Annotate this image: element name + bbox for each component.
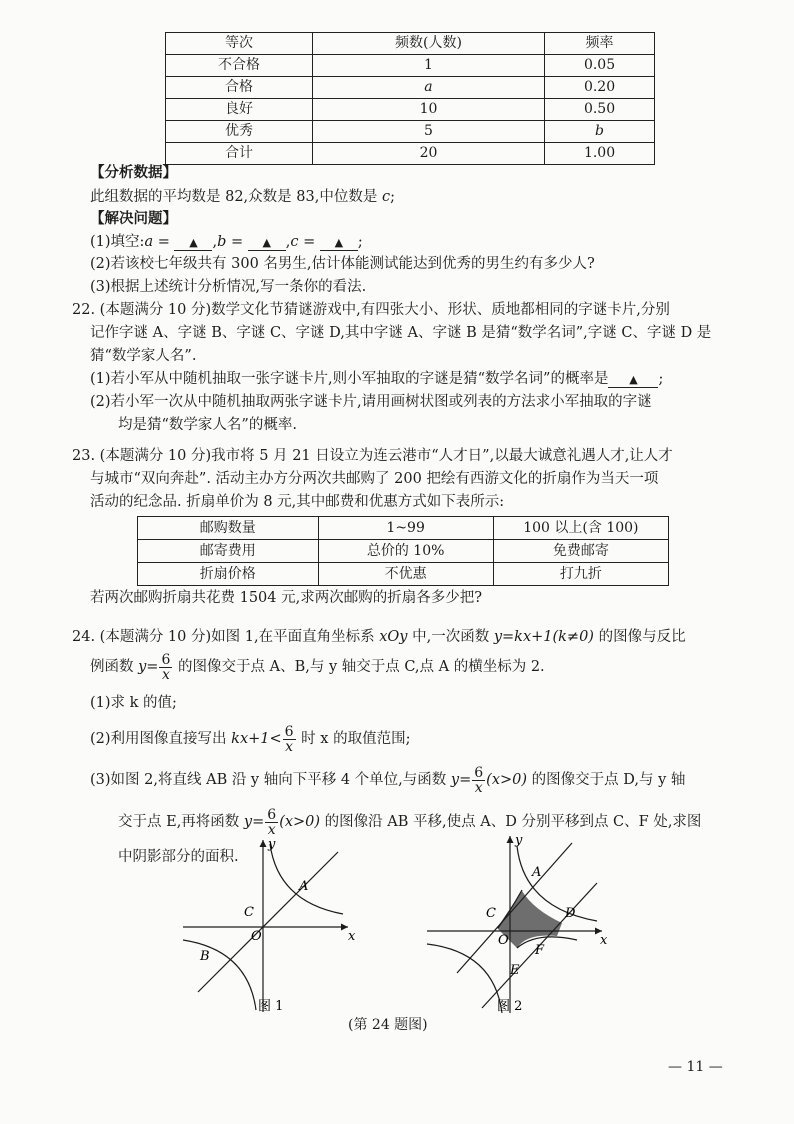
label-O: O [498,933,509,948]
label-A: A [532,865,542,880]
semicolon: ; [357,234,363,250]
q24-text: (2)利用图像直接写出 [90,731,232,747]
equals: = [298,234,320,250]
label-x: x [600,933,608,948]
triangle-icon: ▲ [262,236,271,249]
q23-line4: 若两次邮购折扇共花费 1504 元,求两次邮购的折扇各多少把? [90,590,483,606]
q24-text: 的图像沿 AB 平移,使点 A、D 分别平移到点 C、F 处,求图 [320,814,702,830]
table-cell: 20 [312,143,544,165]
label-F: F [535,943,545,958]
q24-y-eq: y= [243,814,265,830]
var-b: b [217,234,227,250]
q24-text: 中,一次函数 [407,629,494,645]
table-cell: 5 [312,121,544,143]
q24-y-eq: y= [450,772,472,788]
fraction-denominator: x [474,779,483,796]
table-cell: 良好 [166,99,313,121]
table-cell: 不优惠 [318,563,493,586]
table-row [166,77,655,99]
table-cell: 100 以上(含 100) [493,517,668,540]
comma: , [285,234,291,250]
label-C: C [486,906,496,921]
table-header-cell: 频数(人数) [312,33,544,55]
label-A: A [299,879,309,894]
table-cell: 打九折 [493,563,668,586]
var-a: a [144,234,154,250]
var-c: c [381,189,391,205]
q22-part1 [90,368,663,390]
analyze-text [90,186,395,208]
figure-caption: (第 24 题图) [348,1017,428,1033]
q24-part1: (1)求 k 的值; [90,695,177,711]
table-row [138,540,669,563]
q24-part3-line1 [90,763,685,797]
analyze-text-end: ; [390,189,395,205]
table-row [138,563,669,586]
table-cell: 合计 [166,143,313,165]
answer-blank-c[interactable] [320,236,358,251]
fraction-6-over-x [283,725,296,754]
answer-blank-q22[interactable] [608,373,658,388]
q24-text: 交于点 E,再将函数 [118,814,244,830]
fraction-denominator: x [161,666,170,683]
hyperbola-branch-q3 [183,940,256,1010]
figure-1-caption: 图 1 [258,999,284,1014]
table-row [166,143,655,165]
q24-text: 的图像与反比 [593,629,686,645]
table-cell: 邮购数量 [138,517,319,540]
hyperbola-branch-q3 [427,944,502,1013]
fraction-numerator: 6 [161,651,171,668]
q22-part2b: 均是猜“数学家人名”的概率. [118,417,297,433]
q24-condition: (x>0) [279,814,321,830]
label-y: y [515,833,523,848]
q22-line3: 猜“数学家人名”. [90,348,197,364]
fraction-numerator: 6 [284,723,294,740]
label-D: D [565,906,576,921]
q22-line1: 22. (本题满分 10 分)数学文化节猜谜游戏中,有四张大小、形状、质地都相同的字谜卡片,分别 [72,302,670,318]
q24-inequality: kx+1< [231,731,282,747]
q21-part1-label: (1)填空: [90,234,145,250]
label-x: x [348,929,356,944]
figure-2 [422,828,622,1022]
equals: = [226,234,248,250]
page-number: — 11 — [668,1059,723,1075]
q21-part2: (2)若该校七年级共有 300 名男生,估计体能测试能达到优秀的男生约有多少人? [90,256,595,272]
table-cell: 0.05 [545,55,655,77]
table-cell: 1.00 [545,143,655,165]
table-header-cell: 等次 [166,33,313,55]
q24-text: (3)如图 2,将直线 AB 沿 y 轴向下平移 4 个单位,与函数 [90,772,451,788]
answer-blank-a[interactable] [174,236,212,251]
table-cell: 总价的 10% [318,540,493,563]
equals: = [153,234,175,250]
table-row [166,55,655,77]
table-header-cell: 频率 [545,33,655,55]
mail-order-table [137,516,669,586]
analyze-text-part: 此组数据的平均数是 82,众数是 83,中位数是 [90,189,382,205]
table-cell: 邮寄费用 [138,540,319,563]
table-row [166,121,655,143]
q24-linear-eq: y=kx+1(k≠0) [493,629,594,645]
figure-1 [178,832,378,1022]
q23-line1: 23. (本题满分 10 分)我市将 5 月 21 日设立为连云港市“人才日”,以最大诚意礼遇人才,让人才 [72,448,673,464]
label-C: C [244,905,254,920]
table-row [138,517,669,540]
q24-text: 24. (本题满分 10 分)如图 1,在平面直角坐标系 [72,629,380,645]
fraction-denominator: x [285,738,294,755]
table-cell: 折扇价格 [138,563,319,586]
fraction-numerator: 6 [474,764,484,781]
q22-part1-text: (1)若小军从中随机抽取一张字谜卡片,则小军抽取的字谜是猜“数学名词”的概率是 [90,371,609,387]
q24-part2 [90,722,410,756]
table-cell: 不合格 [166,55,313,77]
q24-text: 的图像交于点 A、B,与 y 轴交于点 C,点 A 的横坐标为 2. [173,659,545,675]
q24-text: 时 x 的取值范围; [296,731,411,747]
label-B: B [200,949,210,964]
triangle-icon: ▲ [629,373,638,386]
table-cell: 1 [312,55,544,77]
frequency-table [165,32,655,165]
q24-part3-line3: 中阴影部分的面积. [118,849,239,865]
triangle-icon: ▲ [189,236,198,249]
table-header-row [166,33,655,55]
fraction-denominator: x [267,821,276,838]
q21-part3: (3)根据上述统计分析情况,写一条你的看法. [90,279,367,295]
answer-blank-b[interactable] [248,236,286,251]
q24-text: 例函数 [90,659,139,675]
label-y: y [268,837,276,852]
q23-line3: 活动的纪念品. 折扇单价为 8 元,其中邮费和优惠方式如下表所示: [90,494,505,510]
q24-line1 [72,626,686,648]
analyze-heading: 【分析数据】 [90,164,177,181]
q24-text: 的图像交于点 D,与 y 轴 [527,772,686,788]
q24-y-eq: y= [138,659,159,675]
line-AB [457,843,572,973]
figure-2-caption: 图 2 [497,999,523,1014]
q21-part1 [90,231,363,253]
fraction-6-over-x [472,766,485,795]
table-cell: 优秀 [166,121,313,143]
fraction-numerator: 6 [267,806,277,823]
solve-heading: 【解决问题】 [90,210,177,227]
q24-xoy: xOy [379,629,408,645]
label-O: O [251,929,262,944]
q22-part2a: (2)若小军一次从中随机抽取两张字谜卡片,请用画树状图或列表的方法求小军抽取的字谜 [90,394,652,410]
triangle-icon: ▲ [334,236,344,249]
table-cell: 0.20 [545,77,655,99]
table-cell: a [312,77,544,99]
semicolon: ; [658,371,664,387]
table-cell: 合格 [166,77,313,99]
q22-line2: 记作字谜 A、字谜 B、字谜 C、字谜 D,其中字谜 A、字谜 B 是猜“数学名词”,字谜 C、字谜 D 是 [90,325,712,341]
q24-condition: (x>0) [486,772,528,788]
fraction-6-over-x [159,653,172,682]
table-cell: 10 [312,99,544,121]
table-row [166,99,655,121]
table-cell: 免费邮寄 [493,540,668,563]
linear-function-line [198,852,338,992]
table-cell: b [545,121,655,143]
q23-line2: 与城市“双向奔赴”. 活动主办方分两次共邮购了 200 把绘有西游文化的折扇作为当天一项 [90,471,659,487]
label-E: E [510,963,520,978]
comma: , [212,234,218,250]
table-cell: 0.50 [545,99,655,121]
q24-line2 [90,650,545,684]
table-cell: 1~99 [318,517,493,540]
var-c: c [290,234,299,250]
